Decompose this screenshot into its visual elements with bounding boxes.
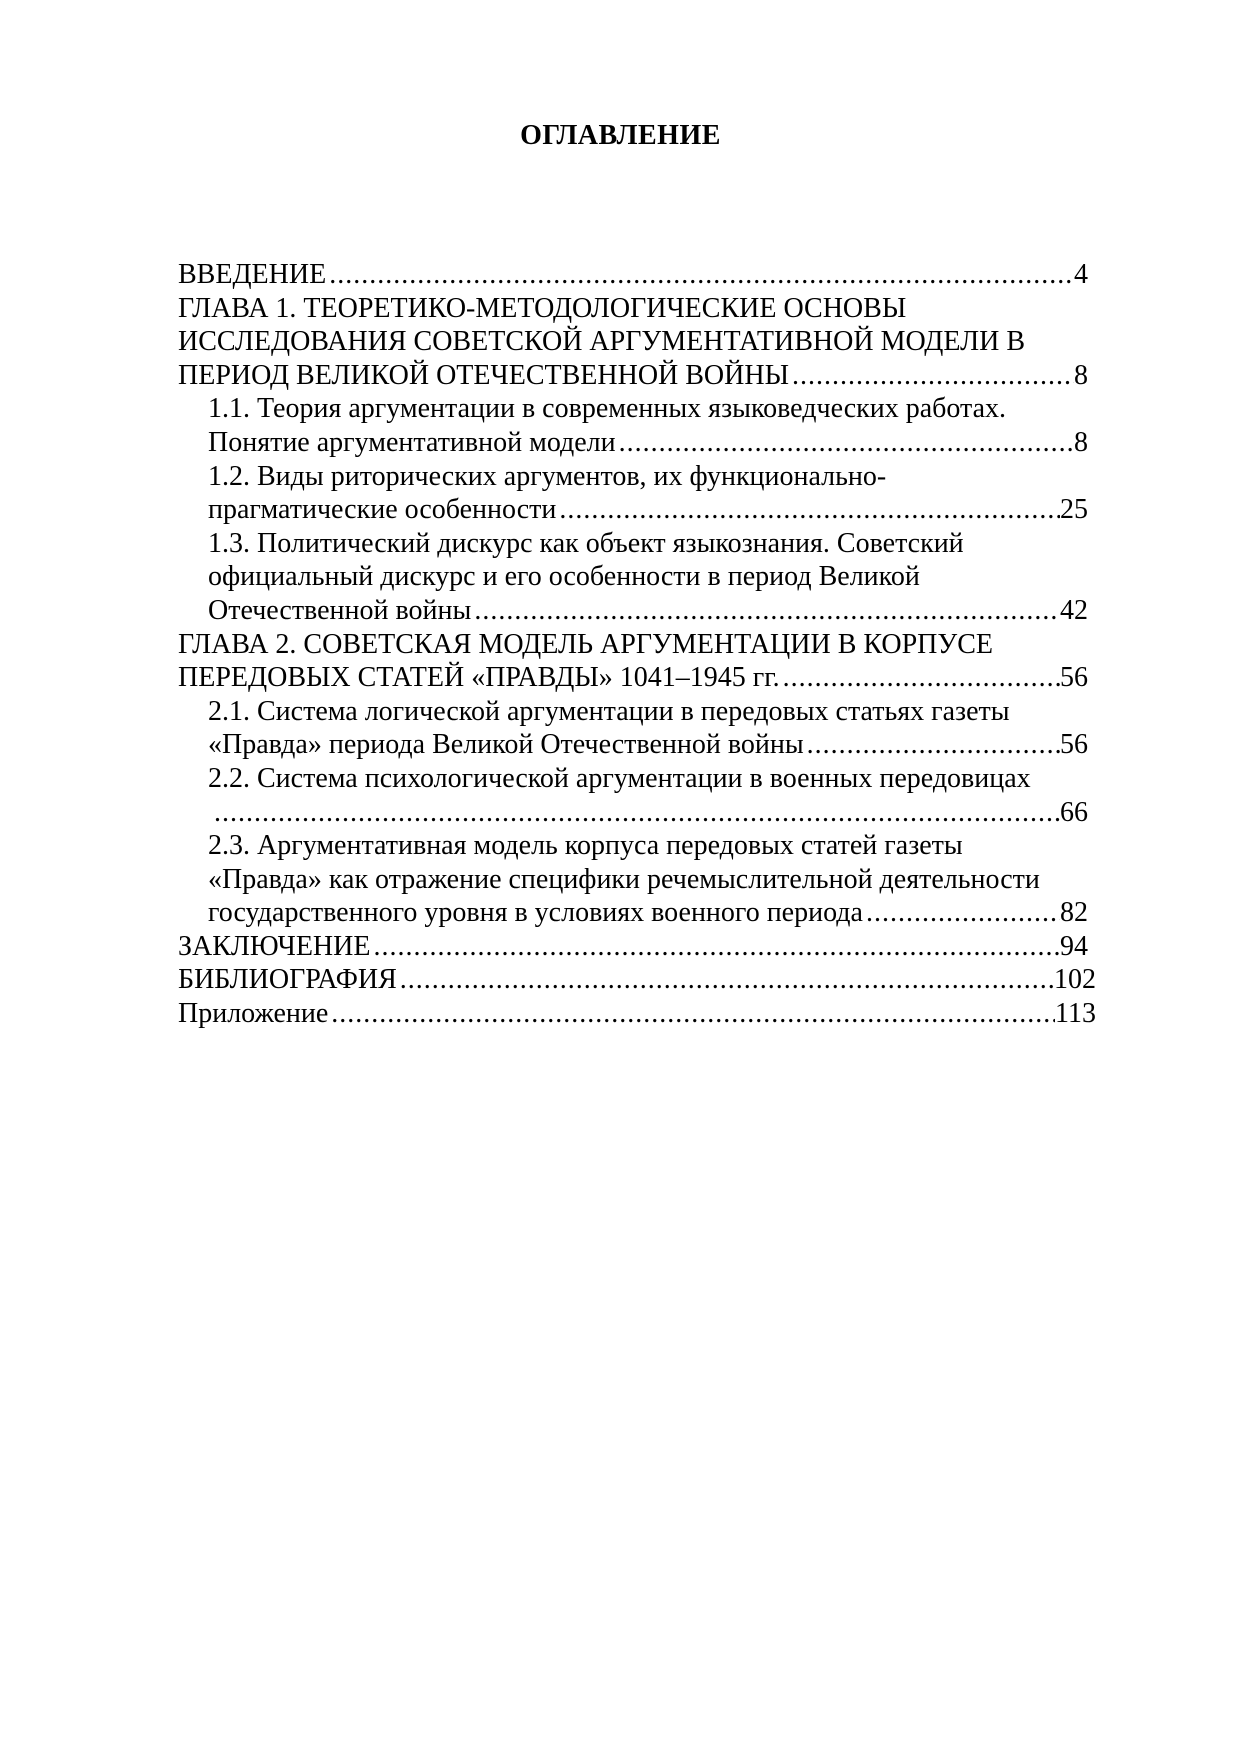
toc-entry-text: ВВЕДЕНИЕ: [178, 259, 327, 290]
toc-page-number: 42: [1060, 594, 1088, 626]
toc-entry-section-1-3[interactable]: [178, 527, 1098, 628]
toc-entry-section-2-3[interactable]: [178, 829, 1098, 930]
toc-leader-dots: [807, 728, 1060, 762]
toc-entry-text: 1.2. Виды риторических аргументов, их функционально-: [208, 460, 887, 492]
toc-page-number: 66: [1060, 796, 1088, 828]
toc-entry-text: ПЕРИОД ВЕЛИКОЙ ОТЕЧЕСТВЕННОЙ ВОЙНЫ: [178, 359, 790, 391]
toc-entry-section-2-2[interactable]: [178, 762, 1098, 829]
toc-leader-dots: [329, 258, 1074, 292]
toc-entry-text: 2.3. Аргументативная модель корпуса передовых статей газеты: [208, 830, 963, 862]
toc-entry-last-line: [178, 728, 1088, 762]
toc-page-number: 8: [1074, 359, 1088, 391]
toc-entry-text: ГЛАВА 2. СОВЕТСКАЯ МОДЕЛЬ АРГУМЕНТАЦИИ В КОРПУСЕ: [178, 628, 993, 660]
toc-entry-text: «Правда» как отражение специфики речемыслительной деятельности: [208, 863, 1040, 895]
toc-page-number: 113: [1055, 998, 1096, 1030]
toc-entry-last-line: [178, 426, 1088, 460]
toc-entry-text: государственного уровня в условиях военного периода: [208, 897, 863, 929]
toc-page-number: 56: [1060, 729, 1088, 761]
toc-page-number: 56: [1060, 662, 1088, 694]
toc-entry-text: ПЕРЕДОВЫХ СТАТЕЙ «ПРАВДЫ» 1041–1945 гг.: [178, 662, 780, 694]
toc-entry-section-1-2[interactable]: [178, 460, 1098, 527]
toc-leader-dots: [619, 426, 1074, 460]
toc-entry-text: прагматические особенности: [208, 494, 557, 526]
toc-page-number: 8: [1074, 426, 1088, 458]
toc-entry-text: Понятие аргументативной модели: [208, 426, 616, 458]
toc-entry-appendix[interactable]: [178, 997, 1096, 1031]
toc-entry-last-line: [178, 796, 1088, 830]
toc-page-number: 94: [1060, 930, 1088, 962]
toc-page-number: 4: [1074, 259, 1088, 290]
toc-entry-last-line: [178, 896, 1088, 930]
toc-entry-section-1-1[interactable]: [178, 392, 1098, 459]
toc-leader-dots: [214, 796, 1060, 830]
toc-entry-text: «Правда» периода Великой Отечественной войны: [208, 729, 804, 761]
toc-leader-dots: [373, 930, 1060, 964]
toc-entry-chapter-2[interactable]: [178, 628, 1098, 695]
toc-entry-text: ГЛАВА 1. ТЕОРЕТИКО-МЕТОДОЛОГИЧЕСКИЕ ОСНОВЫ: [178, 292, 907, 324]
toc-entry-introduction[interactable]: [178, 258, 1088, 292]
toc-leader-dots: [474, 594, 1060, 628]
toc-leader-dots: [400, 963, 1054, 997]
toc-entry-conclusion[interactable]: [178, 930, 1088, 964]
toc-leader-dots: [559, 493, 1060, 527]
toc-entry-text: Приложение: [178, 998, 329, 1030]
toc-entry-text: официальный дискурс и его особенности в период Великой: [208, 561, 920, 593]
toc-entry-section-2-1[interactable]: [178, 695, 1098, 762]
toc-leader-dots: [866, 896, 1060, 930]
toc-entry-text: ИССЛЕДОВАНИЯ СОВЕТСКОЙ АРГУМЕНТАТИВНОЙ МОДЕЛИ В: [178, 326, 1026, 358]
toc-entry-bibliography[interactable]: [178, 963, 1096, 997]
toc-page-number: 82: [1060, 897, 1088, 929]
toc-entry-text: Отечественной войны: [208, 594, 472, 626]
table-of-contents: [178, 258, 1098, 1031]
toc-entry-text: 1.1. Теория аргументации в современных языковедческих работах.: [208, 393, 1007, 425]
toc-entry-text: ЗАКЛЮЧЕНИЕ: [178, 930, 371, 962]
toc-entry-last-line: [178, 359, 1088, 393]
toc-leader-dots: [783, 661, 1060, 695]
toc-entry-text: 2.1. Система логической аргументации в передовых статьях газеты: [208, 695, 1010, 727]
toc-leader-dots: [792, 359, 1074, 393]
toc-entry-last-line: [178, 661, 1088, 695]
toc-page-number: 102: [1054, 964, 1096, 996]
toc-leader-dots: [331, 997, 1055, 1031]
toc-entry-text: 2.2. Система психологической аргументации в военных передовицах: [208, 762, 1031, 794]
toc-entry-text: 1.3. Политический дискурс как объект языкознания. Советский: [208, 527, 964, 559]
toc-page-number: 25: [1060, 494, 1088, 526]
toc-entry-last-line: [178, 594, 1088, 628]
toc-entry-chapter-1[interactable]: [178, 292, 1098, 393]
page-title: ОГЛАВЛЕНИЕ: [520, 120, 721, 151]
toc-entry-last-line: [178, 493, 1088, 527]
toc-entry-text: БИБЛИОГРАФИЯ: [178, 964, 397, 996]
